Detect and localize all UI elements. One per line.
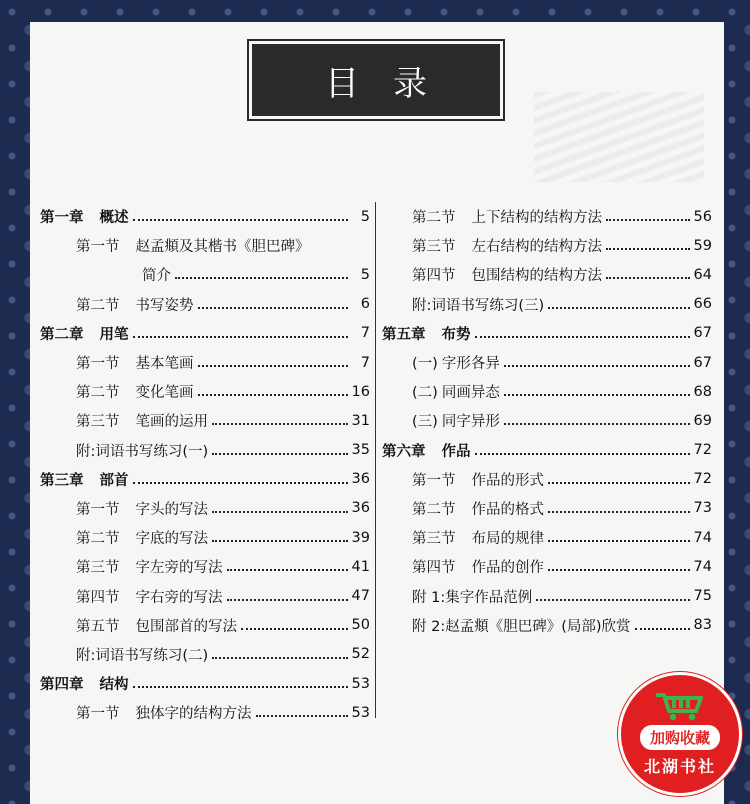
toc-entry-title: 变化笔画 — [135, 385, 194, 402]
toc-chapter-entry — [40, 319, 370, 348]
toc-section-entry — [382, 202, 712, 231]
toc-left-column — [40, 202, 370, 727]
toc-page-number: 53 — [351, 704, 370, 721]
toc-entry-title: 字形各异 — [441, 356, 500, 373]
toc-entry-title: 包围部首的写法 — [135, 618, 237, 635]
dot-leader — [212, 422, 348, 425]
toc-section-entry — [40, 377, 370, 406]
toc-entry-number: 附 1: — [412, 589, 446, 606]
toc-entry-title: 词语书写练习(二) — [95, 647, 209, 664]
toc-entry-title: 书写姿势 — [135, 297, 194, 314]
toc-section-entry — [40, 581, 370, 610]
toc-entry-title: 字右旁的写法 — [135, 589, 223, 606]
toc-page-number: 69 — [693, 412, 712, 429]
toc-entry-title: 赵孟頫《胆巴碑》(局部)欣赏 — [445, 618, 631, 635]
title-box — [252, 44, 500, 116]
dot-leader — [548, 568, 690, 571]
toc-entry-number: 第二节 — [412, 210, 456, 227]
toc-entry-title: 上下结构的结构方法 — [471, 210, 602, 227]
toc-entry-number: 第四节 — [412, 268, 456, 285]
toc-section-entry — [382, 552, 712, 581]
dot-leader — [212, 539, 348, 542]
toc-page-number: 72 — [693, 442, 712, 459]
toc-entry-title: 独体字的结构方法 — [135, 706, 252, 723]
dot-leader — [198, 306, 349, 309]
toc-section-entry — [40, 348, 370, 377]
toc-page-number: 67 — [693, 354, 712, 371]
toc-page-number: 68 — [693, 383, 712, 400]
toc-entry-number: 第二节 — [76, 531, 120, 548]
dot-leader — [256, 714, 348, 717]
toc-entry-number: 第六章 — [382, 443, 426, 460]
toc-entry-number: 第四节 — [76, 589, 120, 606]
dot-leader — [548, 481, 690, 484]
toc-page-number: 56 — [693, 208, 712, 225]
dot-leader — [548, 539, 690, 542]
toc-entry-title: 词语书写练习(一) — [95, 443, 209, 460]
toc-entry-number: (三) — [412, 414, 438, 431]
dot-leader — [227, 568, 348, 571]
add-to-cart-badge[interactable] — [618, 672, 742, 796]
dot-leader — [548, 510, 690, 513]
toc-page-number: 67 — [693, 325, 712, 342]
toc-page-number: 66 — [693, 296, 712, 313]
toc-page-number: 31 — [351, 412, 370, 429]
background-watermark — [534, 92, 704, 182]
toc-page-number: 52 — [351, 646, 370, 663]
toc-page-number: 7 — [360, 354, 370, 371]
dot-leader — [175, 276, 348, 279]
toc-section-entry — [40, 552, 370, 581]
toc-page-number: 53 — [351, 675, 370, 692]
toc-entry-title: 作品的格式 — [471, 501, 544, 518]
toc-page-number: 83 — [693, 617, 712, 634]
toc-page-number: 41 — [351, 558, 370, 575]
toc-entry-title: 赵孟頫及其楷书《胆巴碑》 — [135, 239, 310, 256]
toc-entry-number: 第二节 — [76, 297, 120, 314]
toc-entry-title: 笔画的运用 — [135, 414, 208, 431]
toc-entry-title: 布局的规律 — [471, 531, 544, 548]
toc-entry-number: 第一章 — [40, 210, 84, 227]
toc-section-entry — [40, 436, 370, 465]
toc-entry-number: (一) — [412, 356, 438, 373]
toc-page-number: 73 — [693, 500, 712, 517]
toc-entry-title: 左右结构的结构方法 — [471, 239, 602, 256]
dot-leader — [133, 685, 348, 688]
toc-entry-title: 简介 — [142, 268, 171, 285]
toc-entry-number: (二) — [412, 385, 438, 402]
dot-leader — [475, 335, 690, 338]
dot-leader — [606, 218, 690, 221]
toc-page-number: 50 — [351, 617, 370, 634]
dot-leader — [227, 598, 348, 601]
toc-section-entry — [382, 611, 712, 640]
toc-entry-number: 附: — [76, 647, 96, 664]
toc-page-number: 47 — [351, 588, 370, 605]
toc-page — [30, 22, 724, 804]
toc-entry-title: 作品 — [441, 443, 471, 460]
toc-section-entry — [40, 698, 370, 727]
toc-page-number: 7 — [360, 325, 370, 342]
dot-leader — [198, 393, 348, 396]
toc-entry-number: 第五章 — [382, 326, 426, 343]
toc-page-number: 75 — [693, 588, 712, 605]
toc-section-entry — [40, 231, 370, 260]
toc-chapter-entry — [40, 465, 370, 494]
toc-entry-title: 词语书写练习(三) — [431, 297, 545, 314]
toc-chapter-entry — [382, 319, 712, 348]
toc-page-number: 36 — [351, 500, 370, 517]
toc-page-number: 74 — [693, 529, 712, 546]
toc-section-entry — [382, 406, 712, 435]
toc-entry-title: 字头的写法 — [135, 501, 208, 518]
toc-page-number: 39 — [351, 529, 370, 546]
toc-page-number: 64 — [693, 266, 712, 283]
toc-entry-number: 第一节 — [76, 501, 120, 518]
toc-entry-number: 附 2: — [412, 618, 446, 635]
dot-leader — [536, 598, 689, 601]
toc-section-entry — [382, 260, 712, 289]
toc-section-entry — [382, 290, 712, 319]
toc-entry-number: 第五节 — [76, 618, 120, 635]
toc-section-entry — [382, 494, 712, 523]
toc-page-number: 16 — [351, 383, 370, 400]
dot-leader — [504, 364, 690, 367]
toc-entry-title: 作品的创作 — [471, 560, 544, 577]
toc-entry-number: 第三节 — [412, 239, 456, 256]
dot-leader — [635, 627, 690, 630]
column-divider — [375, 202, 376, 718]
dot-leader — [198, 364, 349, 367]
toc-section-entry — [382, 377, 712, 406]
toc-entry-title: 结构 — [99, 677, 129, 694]
toc-entry-title: 布势 — [441, 326, 471, 343]
toc-page-number: 5 — [360, 208, 370, 225]
toc-entry-number: 第二节 — [412, 501, 456, 518]
toc-section-entry — [382, 581, 712, 610]
toc-section-entry — [382, 231, 712, 260]
page-title: 目录 — [325, 63, 461, 104]
toc-entry-number: 第三节 — [76, 560, 120, 577]
toc-entry-title: 同画异态 — [441, 385, 500, 402]
toc-entry-number: 第三节 — [76, 414, 120, 431]
toc-entry-title: 部首 — [99, 472, 129, 489]
toc-entry-title: 概述 — [99, 210, 129, 227]
toc-entry-title: 字左旁的写法 — [135, 560, 223, 577]
dot-leader — [241, 627, 348, 630]
toc-chapter-entry — [40, 669, 370, 698]
dot-leader — [548, 306, 689, 309]
toc-section-entry — [40, 406, 370, 435]
toc-entry-number: 第一节 — [76, 706, 120, 723]
toc-page-number: 72 — [693, 471, 712, 488]
toc-section-entry — [40, 494, 370, 523]
shopping-cart-icon — [654, 691, 706, 721]
dot-leader — [212, 656, 347, 659]
toc-chapter-entry — [40, 202, 370, 231]
toc-entry-number: 附: — [76, 443, 96, 460]
toc-section-entry — [382, 523, 712, 552]
dot-leader — [212, 510, 348, 513]
toc-entry-number: 第二节 — [76, 385, 120, 402]
toc-right-column — [382, 202, 712, 640]
toc-entry-number: 第一节 — [412, 472, 456, 489]
toc-page-number: 36 — [351, 471, 370, 488]
dot-leader — [606, 247, 690, 250]
toc-page-number: 6 — [360, 296, 370, 313]
toc-page-number: 35 — [351, 442, 370, 459]
toc-page-number: 74 — [693, 558, 712, 575]
toc-section-entry — [40, 523, 370, 552]
toc-entry-title: 用笔 — [99, 326, 129, 343]
toc-section-entry — [382, 465, 712, 494]
dot-leader — [504, 422, 690, 425]
toc-entry-number: 第一节 — [76, 239, 120, 256]
toc-section-entry — [40, 260, 370, 289]
toc-section-entry — [40, 640, 370, 669]
toc-entry-number: 第二章 — [40, 326, 84, 343]
toc-entry-number: 第一节 — [76, 356, 120, 373]
toc-entry-number: 第四节 — [412, 560, 456, 577]
toc-page-number: 59 — [693, 237, 712, 254]
dot-leader — [133, 218, 349, 221]
dot-leader — [475, 452, 690, 455]
toc-entry-title: 基本笔画 — [135, 356, 194, 373]
toc-entry-title: 集字作品范例 — [445, 589, 533, 606]
toc-entry-title: 字底的写法 — [135, 531, 208, 548]
toc-entry-title: 包围结构的结构方法 — [471, 268, 602, 285]
toc-entry-number: 附: — [412, 297, 432, 314]
toc-entry-number: 第三节 — [412, 531, 456, 548]
dot-leader — [133, 335, 349, 338]
toc-entry-title: 同字异形 — [441, 414, 500, 431]
add-favorite-label[interactable]: 加购收藏 — [640, 725, 720, 750]
dot-leader — [504, 393, 690, 396]
dot-leader — [212, 452, 347, 455]
toc-page-number: 5 — [360, 266, 370, 283]
toc-entry-number: 第三章 — [40, 472, 84, 489]
store-name: 北湖书社 — [643, 757, 716, 776]
dot-leader — [133, 481, 348, 484]
toc-section-entry — [40, 611, 370, 640]
toc-entry-title: 作品的形式 — [471, 472, 544, 489]
toc-section-entry — [382, 348, 712, 377]
toc-chapter-entry — [382, 436, 712, 465]
dot-leader — [606, 276, 690, 279]
toc-section-entry — [40, 290, 370, 319]
toc-entry-number: 第四章 — [40, 677, 84, 694]
